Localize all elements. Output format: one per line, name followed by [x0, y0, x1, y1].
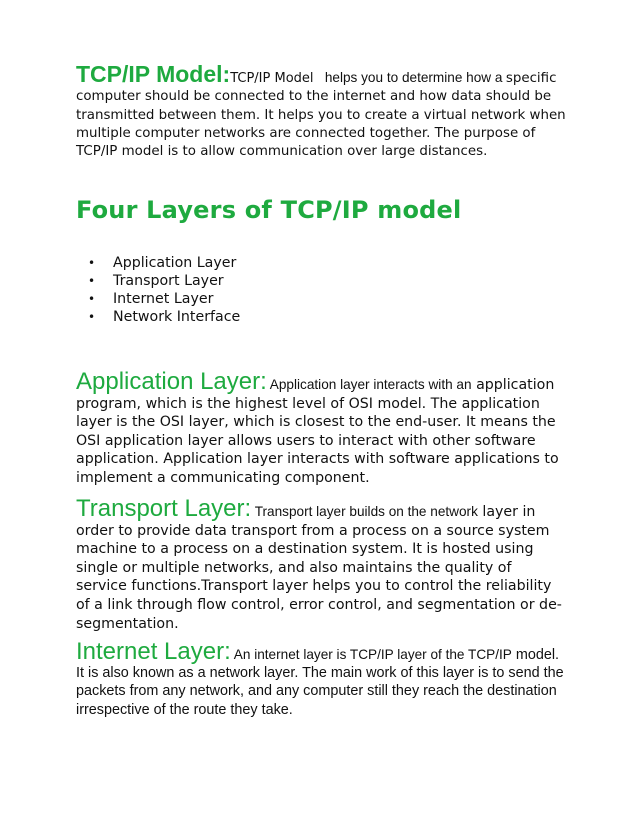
- application-layer-section: [76, 368, 566, 488]
- list-item-internet-layer: • Internet Layer: [88, 290, 240, 308]
- internet-layer-heading: Internet Layer:: [76, 638, 231, 665]
- application-layer-heading: Application Layer:: [76, 368, 267, 395]
- list-item-network-interface: • Network Interface: [88, 308, 240, 326]
- tcpip-intro-lead: helps you to determine how a: [313, 70, 503, 85]
- transport-layer-section: [76, 495, 566, 633]
- tcpip-model-inline-text: TCP/IP Model: [230, 71, 314, 86]
- tcpip-intro-body: specific computer should be connected to the internet and how data should be transmitted between them. It helps you to create a virtual network when multiple computer networks are connected together. The purpose of TCP/IP model is to allow communication over large distances.: [76, 71, 566, 160]
- transport-layer-heading: Transport Layer:: [76, 495, 252, 522]
- tcpip-model-heading: TCP/IP Model:: [76, 61, 231, 87]
- tcpip-intro-paragraph: [76, 61, 566, 160]
- list-item-application-layer: • Application Layer: [88, 254, 240, 272]
- application-layer-lead: Application layer interacts with an: [266, 377, 472, 392]
- four-layers-title: Four Layers of TCP/IP model: [76, 196, 462, 224]
- list-item-transport-layer: • Transport Layer: [88, 272, 240, 290]
- transport-layer-lead: Transport layer builds on the network: [251, 504, 478, 519]
- internet-layer-lead: An internet layer is TCP/IP layer of the TCP/IP: [230, 647, 512, 662]
- internet-layer-section: [76, 638, 566, 719]
- transport-layer-body: layer in order to provide data transport from a process on a source system machine to a process on a destination system. It is hosted using single or multiple networks, and also maintains the quality of service functions.Transport layer helps you to control the reliability of a link through flow control, error control, and segmentation or de-segmentation.: [76, 504, 562, 632]
- layers-list: [88, 254, 240, 326]
- internet-layer-body: model. It is also known as a network layer. The main work of this layer is to send the packets from any network, and any computer still they reach the destination irrespective of the route they take.: [76, 647, 564, 718]
- application-layer-body: application program, which is the highest level of OSI model. The application layer is the OSI layer, which is closest to the end-user. It means the OSI application layer allows users to interact with other software application. Application layer interacts with software applications to implement a communicating component.: [76, 377, 559, 486]
